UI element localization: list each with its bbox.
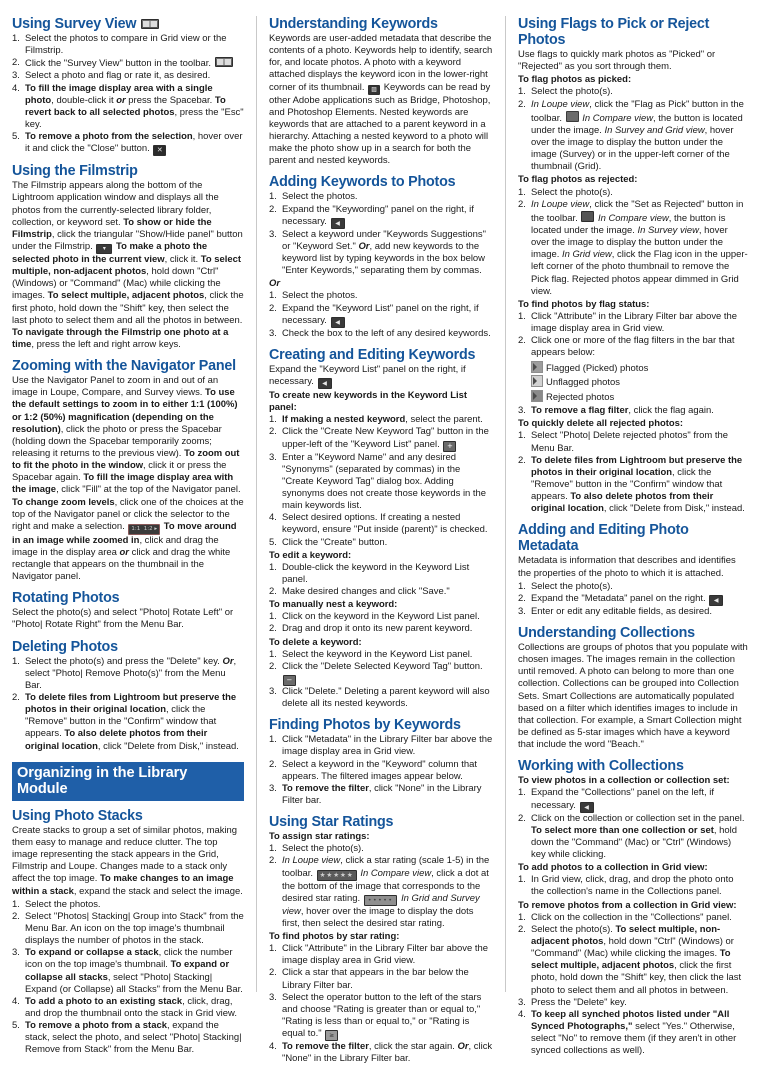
subhead-assign-star-ratings: To assign star ratings: (268, 831, 370, 843)
list-item: Click the "Delete Selected Keyword Tag" button. − (281, 660, 483, 685)
list-photo-stacks (12, 899, 244, 1057)
survey-view-icon (141, 19, 159, 29)
plus-icon: + (443, 441, 456, 452)
section-heading-adding-keywords: Adding Keywords to Photos (268, 174, 456, 191)
list-item: To remove the filter, click "None" in the Library Filter bar. (281, 782, 482, 807)
list-adding-keywords-a (269, 191, 493, 277)
list-item: Flagged (Picked) photos (531, 361, 748, 376)
list-item: To add a photo to an existing stack, click, drag, and drop the thumbnail onto the stack in Grid view. (25, 995, 237, 1019)
list-item: Enter a "Keyword Name" and any desired "Synonyms" (separated by commas) in the "Create Keyword Tag" dialog box. Adding synonyms does not create those keywords in the main keywords list. (281, 451, 487, 512)
subhead-view-photos-collection: To view photos in a collection or collection set: (518, 775, 730, 787)
section-heading-star-ratings: Using Star Ratings (268, 814, 394, 831)
list-item: Drag and drop it onto its new parent keyword. (281, 623, 473, 635)
list-item: Double-click the keyword in the Keyword List panel. (281, 561, 470, 585)
list-add-photos-collection (518, 874, 748, 898)
list-item: Click the "Survey View" button in the toolbar. (12, 57, 244, 70)
list-item: Click the "Create" button. (281, 536, 388, 548)
list-item: Select the keyword in the Keyword List panel. (281, 648, 473, 660)
list-edit-keyword (269, 562, 493, 598)
list-item: Select the photos to compare in Grid view or the Filmstrip. (25, 33, 227, 57)
list-item: Enter or edit any editable fields, as desired. (531, 605, 712, 617)
list-item: Click one or more of the flag filters in the bar that appears below: (531, 335, 735, 359)
heading-text: Using Survey View (12, 16, 137, 32)
list-nest-keyword (269, 611, 493, 635)
list-item: To fill the image display area with a single photo, double-click it or press the Spacebar. To revert back to all selected photos, press the "Esc" key. (25, 82, 244, 130)
list-item: Select the photo(s) and press the "Delete" key. Or, select "Photo| Remove Photo(s)" from the Menu Bar. (25, 655, 237, 691)
column-left (12, 16, 256, 1056)
list-item: If making a nested keyword, select the parent. (281, 414, 483, 426)
minus-icon: − (283, 675, 296, 686)
paragraph-navigator: Use the Navigator Panel to zoom in and out of an image in Loupe, Compare, and Survey views. To use the default settings to zoom in to either 1:1 (100%) or 1:2 (50%) magnification (depending on the resolution), click the photo or press the Spacebar (holding down the Spacebar temporarily zooms; releasing it returns to the previous view). To zoom out to fit the photo in the window, click it or press the Spacebar again. To fill the image display area with the image, click "Fill" at the top of the Navigator panel. To change zoom levels, click one of the choices at the top of the Navigator panel or click the selector to the right and make a selection. 1:1 1:2 ▸ To move around in an image while zoomed in, click and drag the image in the display area or click and drag the white rectangle that appears on the thumbnail in the Navigator panel. (12, 375, 244, 583)
list-assign-star-ratings (269, 843, 493, 930)
flag-rejected-icon (531, 390, 543, 402)
list-flag-rejected (518, 187, 748, 298)
subhead-edit-keyword: To edit a keyword: (268, 549, 352, 561)
list-item: Click the "Create New Keyword Tag" button in the upper-left of the "Keyword List" panel. + (281, 426, 489, 450)
list-item: Click a star that appears in the bar below the Library Filter bar. (281, 967, 469, 991)
list-item: To delete files from Lightroom but preserve the photos in their original location, click the "Remove" button in the "Confirm" window that appears. To also delete photos from their original location, click "Delete from Disk," instead. (531, 454, 745, 515)
list-item: Click "Delete." Deleting a parent keyword will also delete all its nested keywords. (281, 686, 490, 710)
panel-expand-arrow-icon: ◀ (331, 317, 345, 328)
list-item: Select the photo(s). (531, 186, 613, 198)
list-item: Click on the collection in the "Collections" panel. (531, 911, 732, 923)
subhead-nest-keyword: To manually nest a keyword: (268, 599, 398, 611)
list-item: Expand the "Collections" panel on the left, if necessary. ◀ (531, 787, 714, 811)
list-item: In Grid view, click, drag, and drop the photo onto the collection's name in the Collections panel. (531, 874, 734, 898)
paragraph-understanding-keywords: Keywords are user-added metadata that describe the contents of a photo. Keywords help to identify, search for, and locate photos. A photo with a keyword attached displays the keyword icon in the lower-right corner of its thumbnail. ▨ Keywords can be read by other Adobe applications such as Bridge, Photoshop, and Photoshop Elements. Nested keywords are keywords that are attached to a parent keyword in a hierarchy. Attaching a nested keyword to a photo will make the photo show up in a search for both the parent and nested keywords. (268, 33, 493, 167)
list-flag-filters (518, 361, 748, 405)
list-item: To expand or collapse a stack, click the number icon on the top image's thumbnail. To expand or collapse all stacks, select "Photo| Stacking| Expand (or Collapse) all Stacks" from the Menu Bar. (25, 947, 243, 995)
subhead-add-photos-collection: To add photos to a collection in Grid view: (518, 862, 708, 874)
subhead-find-by-flag-status: To find photos by flag status: (518, 298, 650, 310)
list-item: To remove a photo from a stack, expand the stack, select the photo, and select "Photo| Stacking| Remove from Stack" from the Menu Bar. (25, 1020, 242, 1056)
list-item: Select the photo(s). (281, 843, 364, 855)
list-item: Expand the "Metadata" panel on the right. ◀ (518, 593, 748, 606)
list-item: Click on the collection or collection set in the panel. To select more than one collection or set, hold down the "Command" (Mac) or "Ctrl" (Windows) key while clicking. (531, 812, 745, 860)
flag-unflagged-icon (531, 375, 543, 387)
section-banner-organizing: Organizing in the Library Module (12, 762, 244, 801)
subhead-find-by-star-rating: To find photos by star rating: (268, 931, 400, 943)
list-item: To remove a flag filter, click the flag again. (531, 405, 714, 417)
list-item: Expand the "Keywording" panel on the right, if necessary. ◀ (281, 203, 474, 227)
list-item: Select a keyword in the "Keyword" column that appears. The filtered images appear below. (281, 758, 478, 782)
subhead-flag-as-picked: To flag photos as picked: (518, 74, 632, 86)
star-rating-icon: ★★★★★ (317, 870, 357, 881)
list-item: In Loupe view, click a star rating (scale 1-5) in the toolbar. ★★★★★ In Compare view, click a dot at the bottom of the image that corresponds to the desired star rating. ••••• In Grid and Survey view, hover over the image to display the dots first, then select the desired star rating. (281, 855, 490, 929)
list-remove-flag-filter (518, 405, 748, 417)
section-heading-creating-keywords: Creating and Editing Keywords (268, 346, 476, 363)
list-item: Make desired changes and click "Save." (281, 586, 450, 598)
panel-expand-arrow-icon: ◀ (331, 218, 345, 229)
section-heading-survey-view (12, 16, 244, 32)
list-item: Select "Photo| Delete rejected photos" from the Menu Bar. (531, 430, 728, 454)
panel-expand-arrow-icon: ◀ (318, 378, 332, 389)
dot-rating-icon: ••••• (364, 895, 398, 906)
list-delete-keyword (269, 649, 493, 711)
list-item: To delete files from Lightroom but preserve the photos in their original location, click the "Remove" button in the "Confirm" window that appears. To also delete photos from their original location, click "Delete from Disk," instead. (25, 692, 239, 752)
list-finding-photos-keywords (269, 734, 493, 807)
list-item: Select the operator button to the left of the stars and choose "Rating is greater than or equal to," "Rating is less than or equal to," or "Rating is equal to." ≥ (281, 991, 482, 1040)
subhead-delete-keyword: To delete a keyword: (268, 636, 362, 648)
list-item: Select desired options. If creating a nested keyword, ensure "Put inside (parent)" is checked. (281, 512, 488, 536)
list-item: Select the photo(s). (531, 580, 613, 592)
list-item: Select the photos. (281, 191, 358, 203)
list-metadata (518, 581, 748, 618)
section-heading-rotating: Rotating Photos (12, 590, 120, 607)
list-item: To remove the filter, click the star again. Or, click "None" in the Library Filter bar. (281, 1041, 493, 1065)
panel-expand-arrow-icon: ◀ (709, 595, 723, 606)
section-heading-finding-photos-keywords: Finding Photos by Keywords (268, 717, 461, 734)
list-item: Click on the keyword in the Keyword List panel. (281, 611, 480, 623)
paragraph-flags-intro: Use flags to quickly mark photos as "Picked" or "Rejected" as you sort through them. (518, 49, 716, 73)
list-item: Select the photos. (25, 898, 101, 910)
list-find-by-star-rating (269, 943, 493, 1065)
section-heading-working-collections: Working with Collections (518, 758, 684, 775)
subhead-delete-rejected: To quickly delete all rejected photos: (518, 418, 684, 430)
close-x-icon: ✕ (153, 145, 166, 156)
flag-reject-icon (581, 211, 594, 222)
list-view-collection (518, 787, 748, 861)
section-heading-flags: Using Flags to Pick or Reject Photos (518, 16, 710, 48)
list-survey-view (12, 33, 244, 156)
list-deleting-photos (12, 656, 244, 753)
keyword-tag-icon: ▨ (368, 85, 380, 95)
paragraph-rotating: Select the photo(s) and select "Photo| Rotate Left" or "Photo| Rotate Right" from the Menu Bar. (12, 607, 234, 631)
subhead-remove-photos-collection: To remove photos from a collection in Grid view: (518, 899, 737, 911)
section-heading-photo-stacks: Using Photo Stacks (12, 807, 143, 824)
list-item: Click "Attribute" in the Library Filter bar above the image display area in Grid view. (531, 310, 738, 335)
list-find-by-flag (518, 311, 748, 360)
section-heading-understanding-collections: Understanding Collections (518, 625, 695, 642)
list-item: Expand the "Keyword List" panel on the right, if necessary. ◀ (281, 302, 479, 326)
list-item: Select the photo(s). (531, 86, 613, 98)
list-item: In Loupe view, click the "Set as Rejected" button in the toolbar. In Compare view, the button is located under the image. In Survey view, hover over the image to display the button under the image. In Grid view, click the Flag icon in the upper-left corner of the photo thumbnail to remove the Pick flag. Rejected photos appear dimmed in Grid view. (531, 198, 748, 297)
panel-expand-arrow-icon: ◀ (580, 802, 594, 813)
list-delete-rejected (518, 430, 748, 515)
list-item: Select the photo(s). To select multiple, non-adjacent photos, hold down "Ctrl" (Windows) or "Command" (Mac) while clicking the images. To select multiple, adjacent photos, click the first photo, hold down the "Shift" key, then click the last photo to select them and all photos in between. (531, 923, 742, 996)
list-item: Select a photo and flag or rate it, as desired. (25, 70, 211, 82)
list-create-keywords (269, 414, 493, 548)
column-right (505, 16, 760, 1057)
section-heading-navigator: Zooming with the Navigator Panel (12, 358, 236, 375)
section-heading-deleting: Deleting Photos (12, 638, 118, 655)
section-heading-understanding-keywords: Understanding Keywords (268, 16, 438, 32)
list-item: Unflagged photos (531, 375, 748, 390)
list-item: Click "Attribute" in the Library Filter bar above the image display area in Grid view. (281, 943, 489, 967)
paragraph-understanding-collections: Collections are groups of photos that you populate with chosen images. The images remain in the collection until removed. A photo can belong to more than one collection. Collections can be grouped into Collection Sets. Smart Collections are automatically populated based on a filter which identifies images to include in that collection. For example, a Smart Collection might be defined as 5-star images which have a keyword that include the word "Beach." (518, 642, 748, 751)
list-item: To keep all synched photos listed under "All Synced Photographs," select "Yes." Otherwise, select "No" to remove them (if they aren't in other synced collections as well). (531, 1008, 737, 1057)
list-remove-photos-collection (518, 912, 748, 1058)
section-heading-filmstrip: Using the Filmstrip (12, 163, 138, 180)
triangle-toggle-icon: ▾ (96, 244, 112, 254)
list-item: Rejected photos (531, 390, 748, 405)
list-flag-picked (518, 86, 748, 173)
list-item: Press the "Delete" key. (531, 996, 627, 1008)
list-item: Select a keyword under "Keywords Suggestions" or "Keyword Set." Or, add new keywords to the keyword list by typing keywords in the box below "Enter Keywords," separating them by commas. (281, 228, 486, 277)
paragraph-filmstrip: The Filmstrip appears along the bottom of the Lightroom application window and displays all the photos from the currently-selected library folder, collection, or keyword set. To show or hide the Filmstrip, click the triangular "Show/Hide panel" button under the Filmstrip. ▾ To make a photo the selected photo in the current view, click it. To select multiple, non-adjacent photos, hold down "Ctrl" (Windows) or "Command" (Mac) while clicking the images. To select multiple, adjacent photos, click the first photo, hold down the "Shift" key, then select the last photo to select them and all the photos in between. To navigate through the Filmstrip one photo at a time, press the left and right arrow keys. (12, 180, 244, 350)
list-item: Select "Photos| Stacking| Group into Stack" from the Menu Bar. An icon on the top image's thumbnail displays the number of photos in the stack. (25, 910, 244, 947)
paragraph-metadata-intro: Metadata is information that describes and identifies the properties of the photo to which it is attached. (518, 555, 736, 579)
list-item: Click "Metadata" in the Library Filter bar above the image display area in Grid view. (281, 734, 493, 758)
section-heading-photo-metadata: Adding and Editing Photo Metadata (518, 522, 689, 555)
or-separator: Or (268, 278, 280, 290)
list-item: Select the photos. (281, 290, 358, 302)
list-item: In Loupe view, click the "Flag as Pick" button in the toolbar. In Compare view, the button is located under the image. In Survey and Grid view, hover over the image to display the button under the image (Survey) or in the upper-left corner of the thumbnail (Grid). (531, 98, 744, 173)
subhead-flag-as-rejected: To flag photos as rejected: (518, 174, 638, 186)
column-middle (256, 16, 505, 1065)
subhead-create-new-keywords: To create new keywords in the Keyword List panel: (268, 389, 468, 414)
flag-pick-icon (566, 111, 579, 122)
list-item: To remove a photo from the selection, hover over it and click the "Close" button. ✕ (25, 131, 243, 155)
flag-picked-icon (531, 361, 543, 373)
list-adding-keywords-b (269, 290, 493, 339)
zoom-level-selector-icon: 1:1 1:2 ▸ (128, 524, 160, 535)
operator-icon: ≥ (325, 1030, 338, 1041)
list-item: Check the box to the left of any desired keywords. (281, 327, 491, 339)
paragraph-photo-stacks: Create stacks to group a set of similar photos, making them easy to manage and reduce clutter. The top image representing the stack appears in the Grid, Filmstrip and Loupe. Changes made to a stack only affect the top image. To make changes to an image within a stack, expand the stack and select the image. (12, 824, 243, 897)
survey-view-icon (215, 57, 233, 67)
paragraph-creating-keywords-intro: Expand the "Keyword List" panel on the right, if necessary. ◀ (268, 363, 466, 387)
